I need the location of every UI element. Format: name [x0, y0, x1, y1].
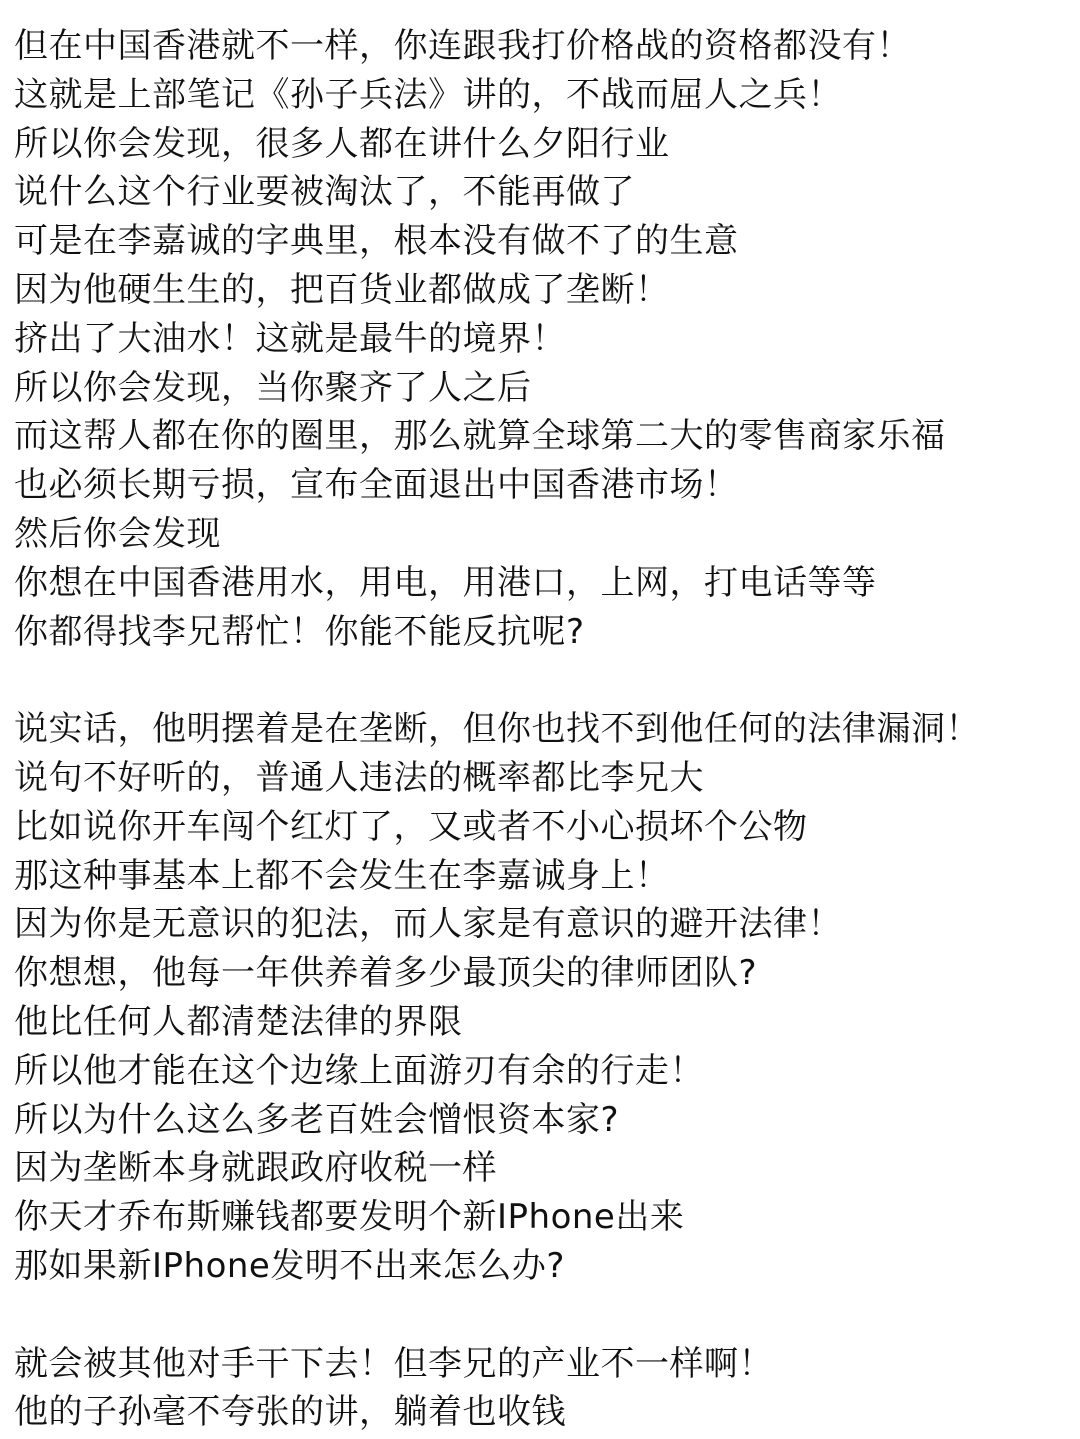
text-line: 挤出了大油水！这就是最牛的境界！ — [14, 318, 566, 359]
text-line: 因为垄断本身就跟政府收税一样 — [14, 1148, 497, 1189]
text-line: 你都得找李兄帮忙！你能不能反抗呢? — [14, 611, 585, 652]
text-line: 这就是上部笔记《孙子兵法》讲的，不战而屈人之兵！ — [14, 74, 842, 115]
paragraph-break — [14, 1291, 1074, 1340]
text-line: 说什么这个行业要被淘汰了，不能再做了 — [14, 172, 635, 213]
paragraph-break — [14, 656, 1074, 705]
text-line: 他的子孙毫不夸张的讲，躺着也收钱 — [14, 1392, 566, 1433]
text-line: 那如果新IPhone发明不出来怎么办? — [14, 1245, 565, 1286]
text-line: 也必须长期亏损，宣布全面退出中国香港市场！ — [14, 465, 739, 506]
text-line: 那这种事基本上都不会发生在李嘉诚身上！ — [14, 855, 670, 896]
text-line: 所以你会发现，很多人都在讲什么夕阳行业 — [14, 123, 670, 164]
text-line: 可是在李嘉诚的字典里，根本没有做不了的生意 — [14, 221, 739, 262]
text-line: 就会被其他对手干下去！但李兄的产业不一样啊！ — [14, 1343, 773, 1384]
text-line: 因为你是无意识的犯法，而人家是有意识的避开法律！ — [14, 904, 842, 945]
text-line: 他比任何人都清楚法律的界限 — [14, 1001, 463, 1042]
text-line: 所以你会发现，当你聚齐了人之后 — [14, 367, 532, 408]
text-line: 你天才乔布斯赚钱都要发明个新IPhone出来 — [14, 1197, 685, 1238]
text-line: 你想在中国香港用水，用电，用港口，上网，打电话等等 — [14, 562, 877, 603]
text-line: 说实话，他明摆着是在垄断，但你也找不到他任何的法律漏洞！ — [14, 709, 980, 750]
text-line: 所以他才能在这个边缘上面游刃有余的行走！ — [14, 1050, 704, 1091]
text-line: 说句不好听的，普通人违法的概率都比李兄大 — [14, 757, 704, 798]
text-line: 所以为什么这么多老百姓会憎恨资本家? — [14, 1099, 620, 1140]
text-line: 你想想，他每一年供养着多少最顶尖的律师团队? — [14, 953, 758, 994]
text-line: 然后你会发现 — [14, 513, 221, 554]
article-text — [14, 22, 1074, 1437]
text-line: 而这帮人都在你的圈里，那么就算全球第二大的零售商家乐福 — [14, 416, 946, 457]
text-line: 因为他硬生生的，把百货业都做成了垄断！ — [14, 269, 670, 310]
text-line: 比如说你开车闯个红灯了，又或者不小心损坏个公物 — [14, 806, 808, 847]
text-line: 但在中国香港就不一样，你连跟我打价格战的资格都没有！ — [14, 26, 911, 66]
